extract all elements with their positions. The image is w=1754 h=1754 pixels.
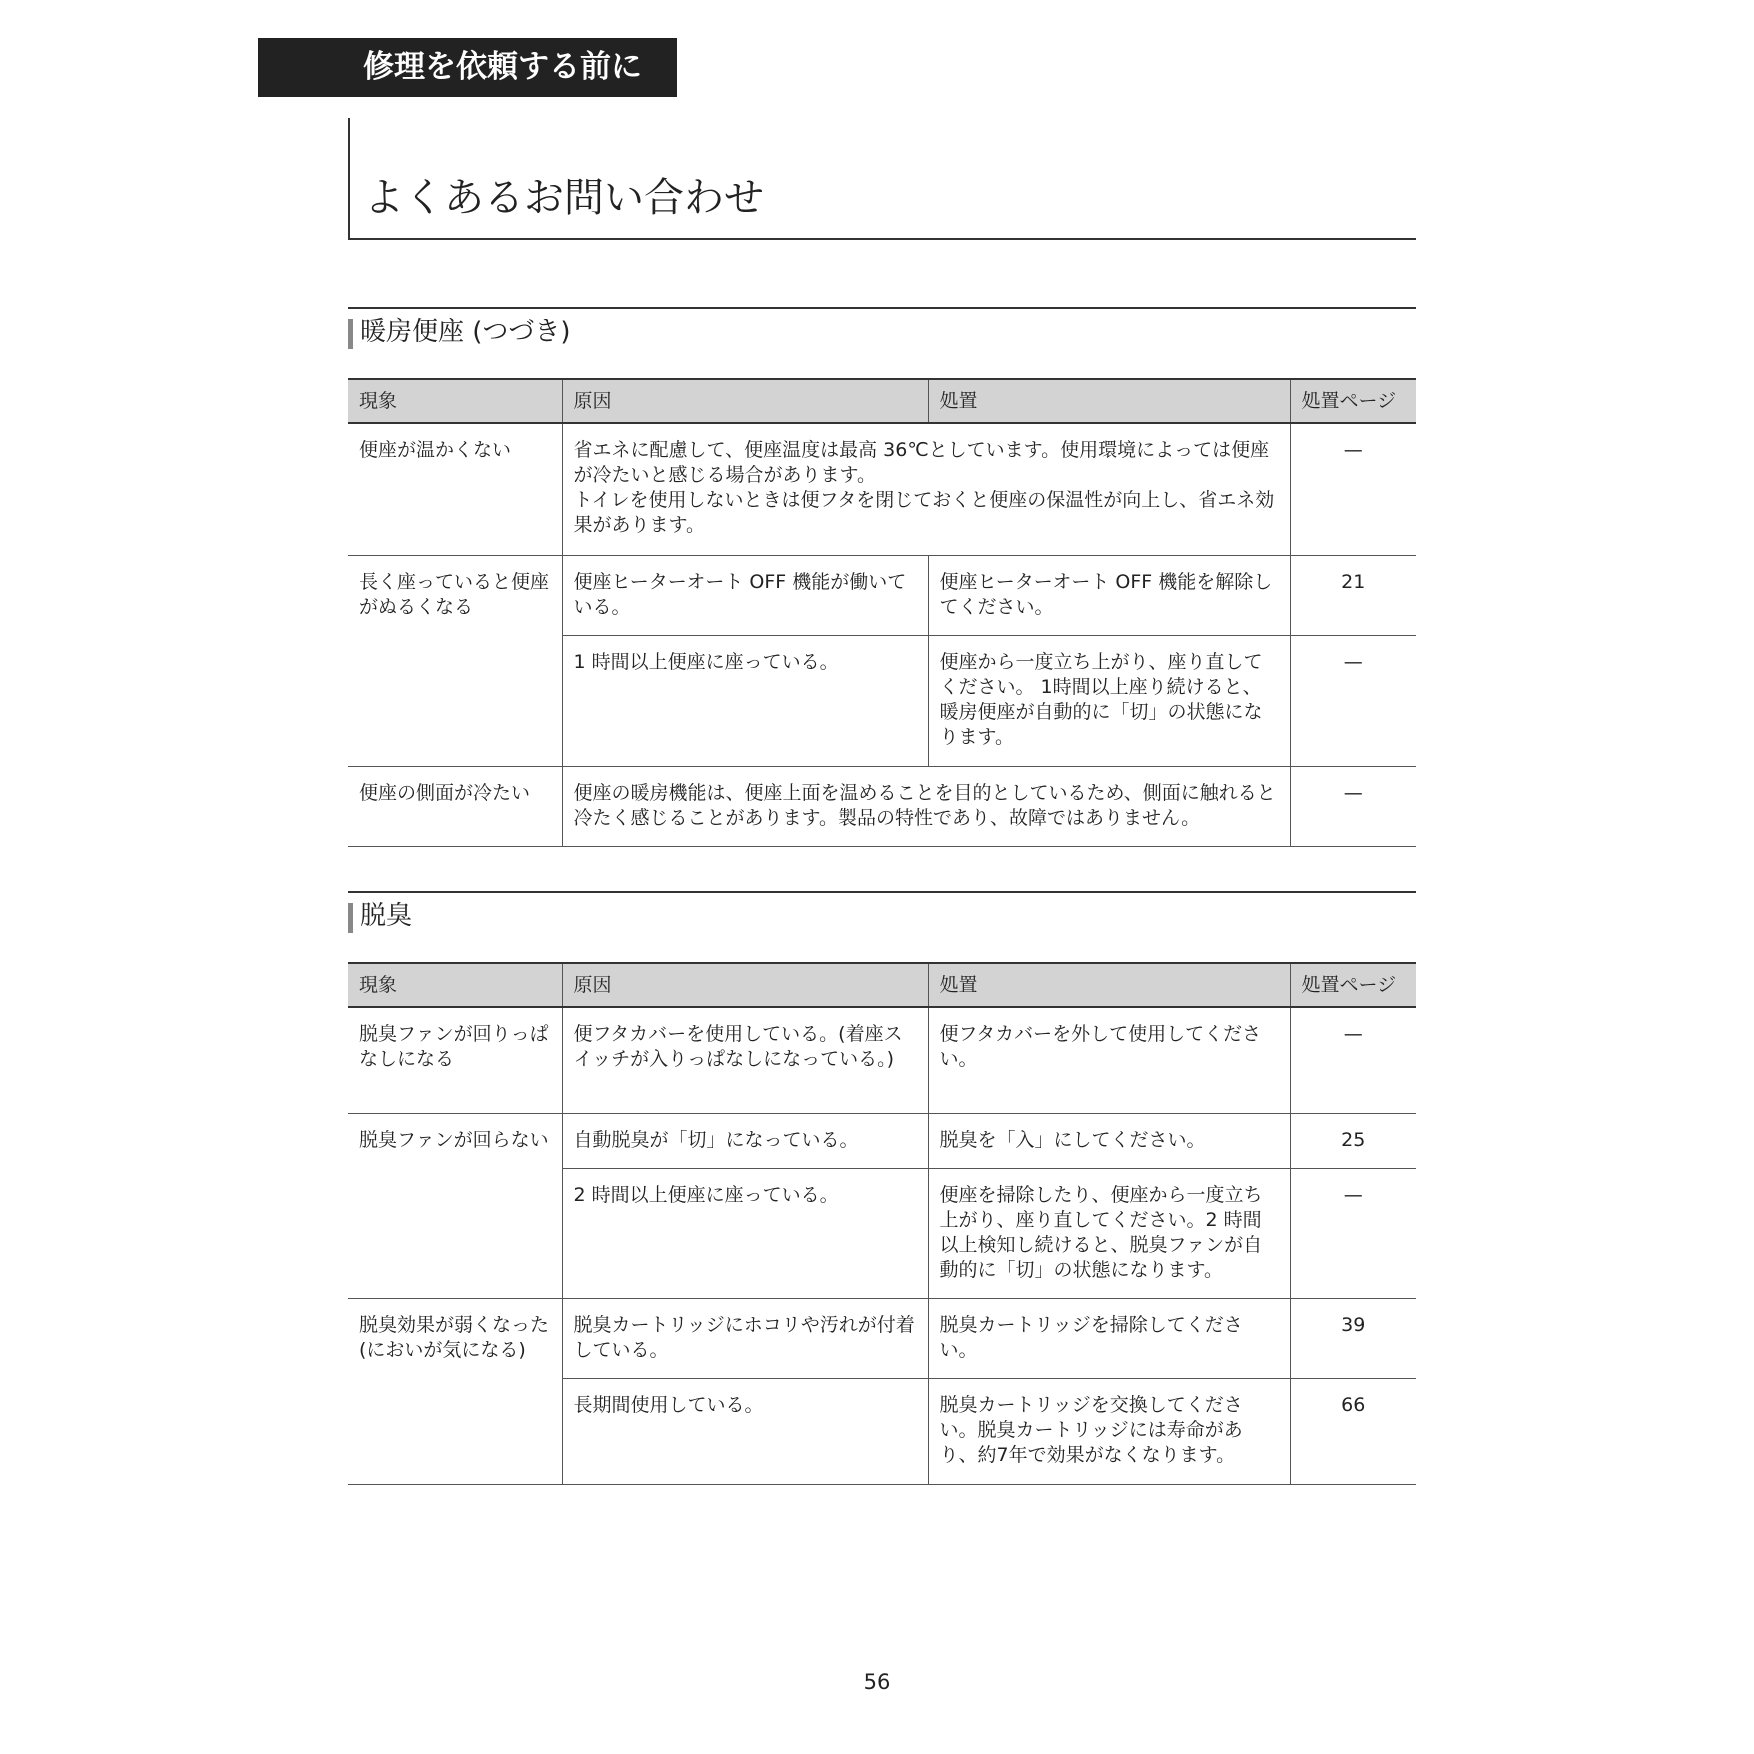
cause-cell: 自動脱臭が「切」になっている。: [562, 1113, 928, 1168]
action-cell: 脱臭を「入」にしてください。: [928, 1113, 1290, 1168]
section-heading-heated-seat: [348, 307, 1416, 349]
cause-cell: 2 時間以上便座に座っている。: [562, 1168, 928, 1298]
page-cell: —: [1290, 1007, 1416, 1113]
title-block: [348, 118, 1416, 240]
col-header-cause: 原因: [562, 963, 928, 1007]
section-marker: [348, 903, 353, 933]
page-title: よくあるお問い合わせ: [364, 175, 764, 221]
table-row: [348, 1007, 1416, 1113]
action-cell: 脱臭カートリッジを掃除してください。: [928, 1298, 1290, 1378]
col-header-phenomenon: 現象: [348, 963, 562, 1007]
phenomenon-cell: 脱臭ファンが回りっぱなしになる: [348, 1007, 562, 1113]
section-title: 脱臭: [360, 901, 413, 931]
page-cell: —: [1290, 1168, 1416, 1298]
phenomenon-cell: 脱臭効果が弱くなった (においが気になる): [348, 1298, 562, 1484]
faq-table-deodorize: [348, 962, 1416, 1485]
phenomenon-cell: 便座が温かくない: [348, 423, 562, 555]
page-cell: 39: [1290, 1298, 1416, 1378]
cause-cell: [562, 423, 1290, 555]
cause-cell: 脱臭カートリッジにホコリや汚れが付着している。: [562, 1298, 928, 1378]
faq-table-heated-seat: [348, 378, 1416, 847]
page-cell: 25: [1290, 1113, 1416, 1168]
action-cell: 便座ヒーターオート OFF 機能を解除してください。: [928, 555, 1290, 635]
table-row: [348, 766, 1416, 846]
section-title: 暖房便座 (つづき): [360, 317, 571, 347]
table-row: [348, 1298, 1416, 1378]
col-header-cause: 原因: [562, 379, 928, 423]
action-cell: 便フタカバーを外して使用してください。: [928, 1007, 1290, 1113]
col-header-action: 処置: [928, 379, 1290, 423]
cause-text-note: トイレを使用しないときは便フタを閉じておくと便座の保温性が向上し、省エネ効果があります。: [573, 489, 1275, 536]
cause-cell: 長期間使用している。: [562, 1378, 928, 1484]
col-header-page: 処置ページ: [1290, 379, 1416, 423]
table-row: [348, 555, 1416, 635]
action-cell: 便座を掃除したり、便座から一度立ち上がり、座り直してください。2 時間以上検知し続けると、脱臭ファンが自動的に「切」の状態になります。: [928, 1168, 1290, 1298]
action-cell: 脱臭カートリッジを交換してください。脱臭カートリッジには寿命があり、約7年で効果がなくなります。: [928, 1378, 1290, 1484]
phenomenon-cell: 脱臭ファンが回らない: [348, 1113, 562, 1298]
col-header-page: 処置ページ: [1290, 963, 1416, 1007]
cause-cell: 便フタカバーを使用している。(着座スイッチが入りっぱなしになっている。): [562, 1007, 928, 1113]
col-header-action: 処置: [928, 963, 1290, 1007]
phenomenon-cell: 便座の側面が冷たい: [348, 766, 562, 846]
page-cell: —: [1290, 766, 1416, 846]
page-number: 56: [863, 1670, 891, 1694]
col-header-phenomenon: 現象: [348, 379, 562, 423]
action-cell: 便座から一度立ち上がり、座り直してください。 1時間以上座り続けると、暖房便座が自動的に「切」の状態になります。: [928, 635, 1290, 766]
section-marker: [348, 319, 353, 349]
table-row: [348, 1113, 1416, 1168]
page-cell: 21: [1290, 555, 1416, 635]
page-cell: —: [1290, 635, 1416, 766]
table-header-row: [348, 963, 1416, 1007]
table-row: [348, 423, 1416, 555]
cause-cell: 1 時間以上便座に座っている。: [562, 635, 928, 766]
chapter-banner: 修理を依頼する前に: [258, 38, 677, 97]
page-cell: —: [1290, 423, 1416, 555]
cause-cell: 便座ヒーターオート OFF 機能が働いている。: [562, 555, 928, 635]
table-header-row: [348, 379, 1416, 423]
cause-cell: 便座の暖房機能は、便座上面を温めることを目的としているため、側面に触れると冷たく感じることがあります。製品の特性であり、故障ではありません。: [562, 766, 1290, 846]
section-heading-deodorize: [348, 891, 1416, 933]
phenomenon-cell: 長く座っていると便座がぬるくなる: [348, 555, 562, 766]
page-cell: 66: [1290, 1378, 1416, 1484]
cause-text: 省エネに配慮して、便座温度は最高 36℃としています。使用環境によっては便座が冷たいと感じる場合があります。: [573, 439, 1270, 486]
